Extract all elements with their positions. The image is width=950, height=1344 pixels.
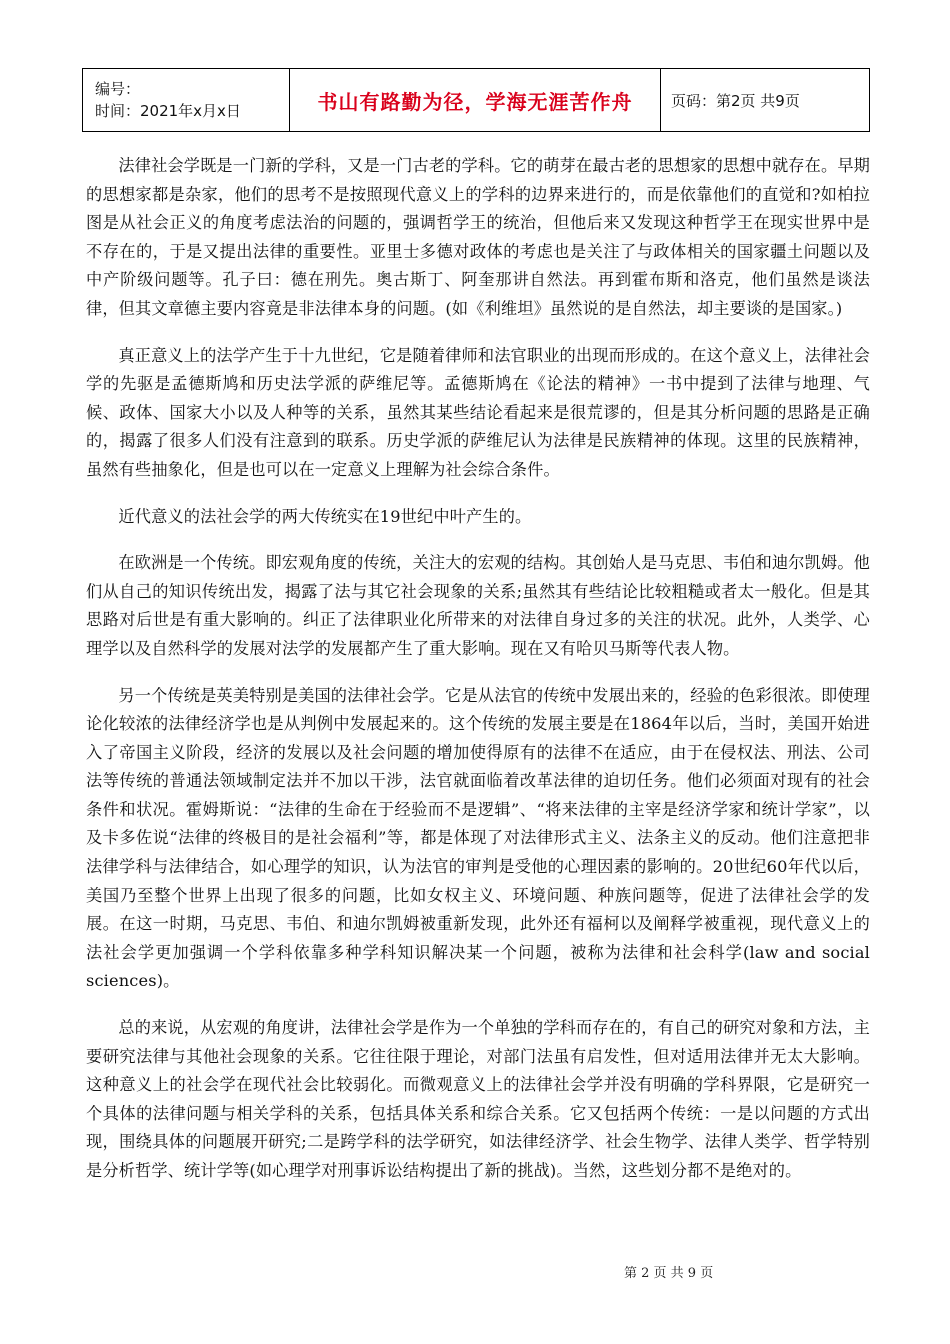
paragraph-3: 近代意义的法社会学的两大传统实在19世纪中叶产生的。 bbox=[118, 506, 532, 526]
document-number-label: 编号： bbox=[95, 80, 141, 98]
page-footer: 第 2 页 共 9 页 bbox=[624, 1266, 714, 1281]
header-meta bbox=[83, 69, 290, 132]
paragraph-5: 另一个传统是英美特别是美国的法律社会学。它是从法官的传统中发展出来的，经验的色彩很浓。即使理论化较浓的法律经济学也是从判例中发展起来的。这个传统的发展主要是在1864年以后，当时，美国开始进入了帝国主义阶段，经济的发展以及社会问题的增加使得原有的法律不在适应，由于在侵权法、刑法、公司法等传统的普通法领域制定法并不加以干涉，法官就面临着改革法律的迫切任务。他们必须面对现有的社会条件和状况。霍姆斯说：“法律的生命在于经验而不是逻辑”、“将来法律的主宰是经济学家和统计学家”，以及卡多佐说“法律的终极目的是社会福利”等，都是体现了对法律形式主义、法条主义的反动。他们注意把非法律学科与法律结合，如心理学的知识，认为法官的审判是受他的心理因素的影响的。20世纪60年代以后，美国乃至整个世界上出现了很多的问题，比如女权主义、环境问题、种族问题等，促进了法律社会学的发展。在这一时期，马克思、韦伯、和迪尔凯姆被重新发现，此外还有福柯以及阐释学被重视，现代意义上的法社会学更加强调一个学科依靠多种学科知识解决某一个问题，被称为法律和社会科学(law and social sciences)。 bbox=[86, 685, 870, 991]
header-motto: 书山有路勤为径，学海无涯苦作舟 bbox=[290, 69, 661, 132]
header-page-info: 页码：第2页 共9页 bbox=[661, 69, 870, 132]
page-header bbox=[82, 68, 870, 132]
paragraph-4: 在欧洲是一个传统。即宏观角度的传统，关注大的宏观的结构。其创始人是马克思、韦伯和迪尔凯姆。他们从自己的知识传统出发，揭露了法与其它社会现象的关系;虽然其有些结论比较粗糙或者太一般化。但是其思路对后世是有重大影响的。纠正了法律职业化所带来的对法律自身过多的关注的状况。此外，人类学、心理学以及自然科学的发展对法学的发展都产生了重大影响。现在又有哈贝马斯等代表人物。 bbox=[86, 553, 870, 658]
paragraph-2: 真正意义上的法学产生于十九世纪，它是随着律师和法官职业的出现而形成的。在这个意义上，法律社会学的先驱是孟德斯鸠和历史法学派的萨维尼等。孟德斯鸠在《论法的精神》一书中提到了法律与地理、气候、政体、国家大小以及人种等的关系，虽然其某些结论看起来是很荒谬的，但是其分析问题的思路是正确的，揭露了很多人们没有注意到的联系。历史学派的萨维尼认为法律是民族精神的体现。这里的民族精神，虽然有些抽象化，但是也可以在一定意义上理解为社会综合条件。 bbox=[86, 345, 870, 479]
document-body bbox=[86, 152, 870, 1204]
paragraph-6: 总的来说，从宏观的角度讲，法律社会学是作为一个单独的学科而存在的，有自己的研究对象和方法，主要研究法律与其他社会现象的关系。它往往限于理论，对部门法虽有启发性，但对适用法律并无太大影响。这种意义上的社会学在现代社会比较弱化。而微观意义上的法律社会学并没有明确的学科界限，它是研究一个具体的法律问题与相关学科的关系，包括具体关系和综合关系。它又包括两个传统：一是以问题的方式出现，围绕具体的问题展开研究;二是跨学科的法学研究，如法律经济学、社会生物学、法律人类学、哲学特别是分析哲学、统计学等(如心理学对刑事诉讼结构提出了新的挑战)。当然，这些划分都不是绝对的。 bbox=[86, 1018, 870, 1180]
paragraph-1: 法律社会学既是一门新的学科，又是一门古老的学科。它的萌芽在最古老的思想家的思想中就存在。早期的思想家都是杂家，他们的思考不是按照现代意义上的学科的边界来进行的，而是依靠他们的直觉和?如柏拉图是从社会正义的角度考虑法治的问题的，强调哲学王的统治，但他后来又发现这种哲学王在现实世界中是不存在的，于是又提出法律的重要性。亚里士多德对政体的考虑也是关注了与政体相关的国家疆土问题以及中产阶级问题等。孔子曰：德在刑先。奥古斯丁、阿奎那讲自然法。再到霍布斯和洛克，他们虽然是谈法律，但其文章德主要内容竟是非法律本身的问题。(如《利维坦》虽然说的是自然法，却主要谈的是国家。) bbox=[86, 156, 870, 318]
document-date: 时间：2021年x月x日 bbox=[95, 102, 241, 120]
